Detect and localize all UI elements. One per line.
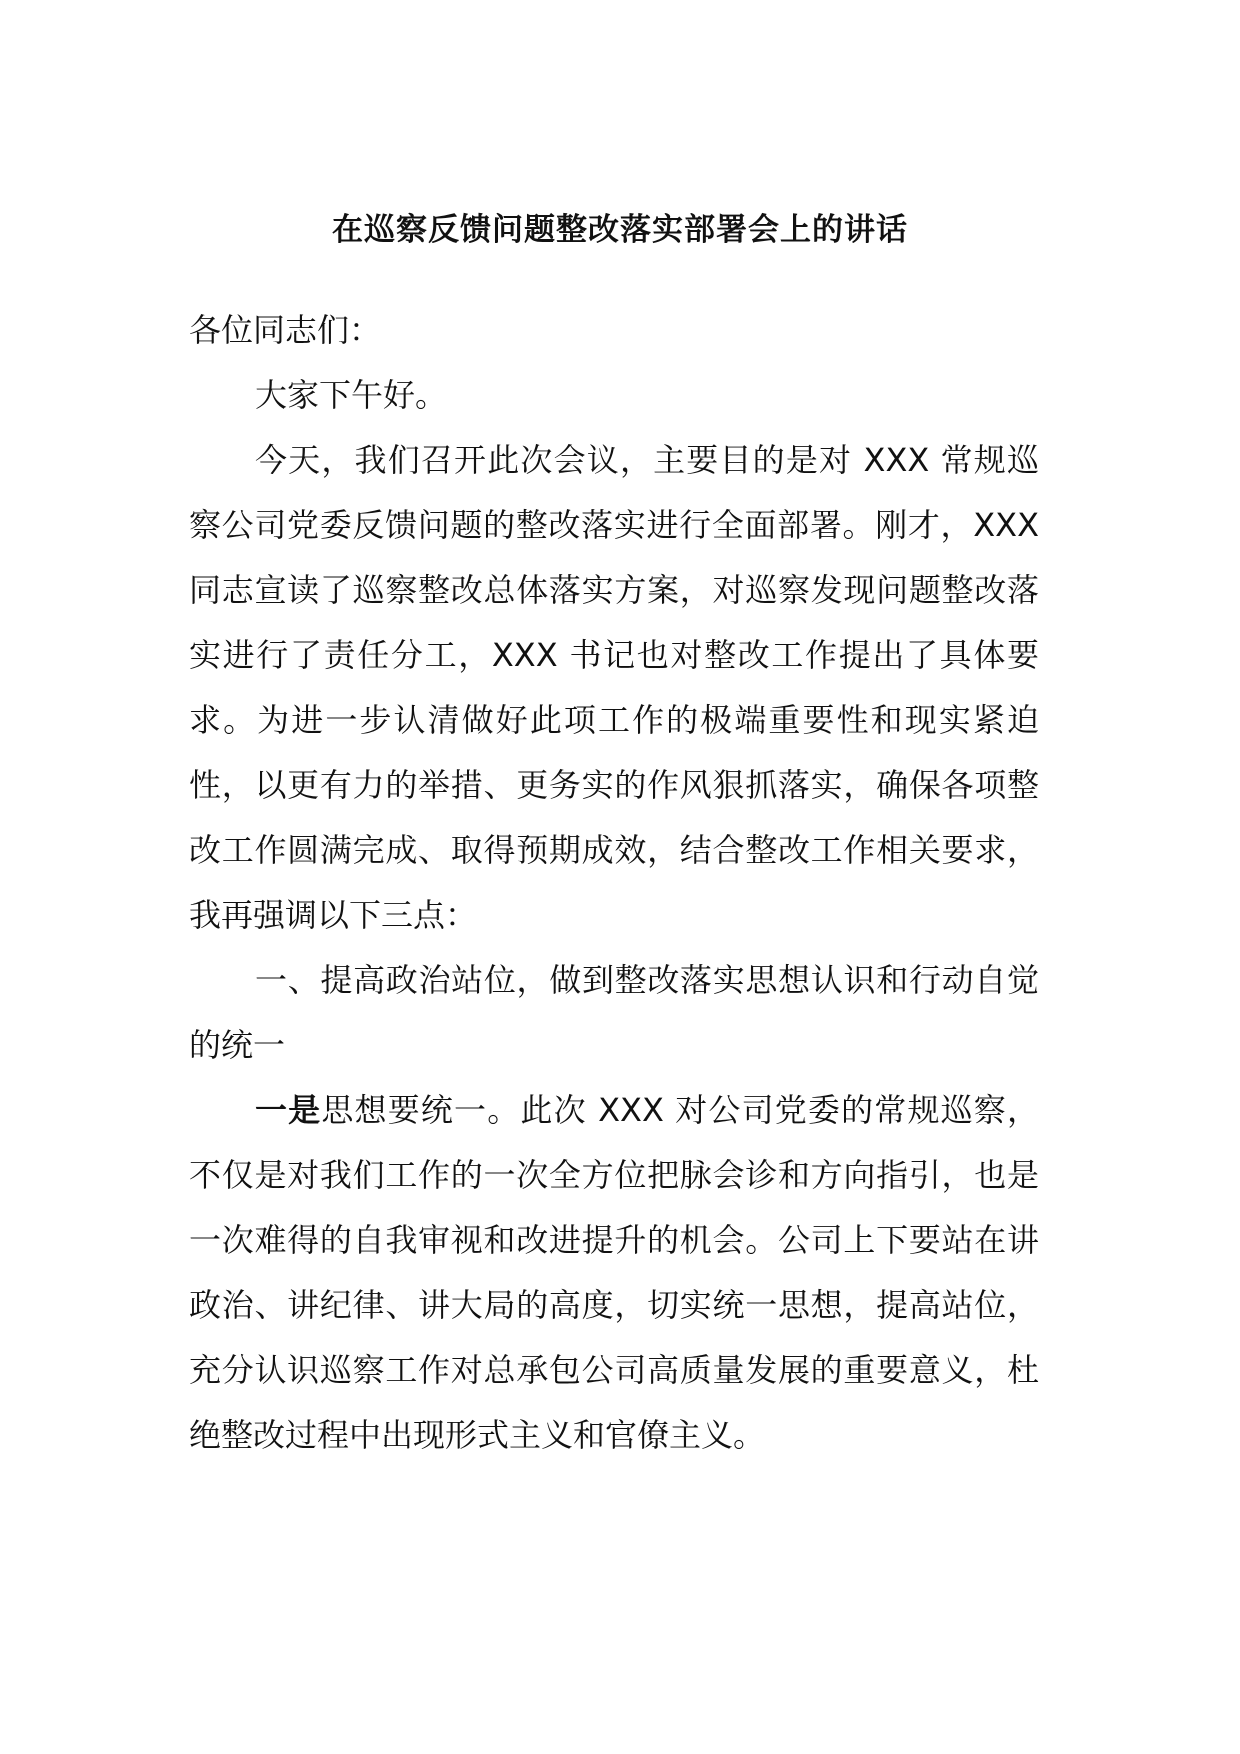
point-paragraph-1 (189, 1078, 1039, 1468)
section-heading-1: 一、提高政治站位，做到整改落实思想认识和行动自觉的统一 (189, 961, 1039, 1064)
point-text: 思想要统一。此次 XXX 对公司党委的常规巡察，不仅是对我们工作的一次全方位把脉会诊和方向指引，也是一次难得的自我审视和改进提升的机会。公司上下要站在讲政治、讲纪律、讲大局的高度，切实统一思想，提高站位，充分认识巡察工作对总承包公司高质量发展的重要意义，杜绝整改过程中出现形式主义和官僚主义。 (189, 1091, 1039, 1454)
document-body (189, 298, 1039, 1468)
document-title: 在巡察反馈问题整改落实部署会上的讲话 (332, 212, 908, 248)
paragraph-intro: 今天，我们召开此次会议，主要目的是对 XXX 常规巡察公司党委反馈问题的整改落实进行全面部署。刚才，XXX 同志宣读了巡察整改总体落实方案，对巡察发现问题整改落实进行了责任分工，XXX 书记也对整改工作提出了具体要求。为进一步认清做好此项工作的极端重要性和现实紧迫性，以更有力的举措、更务实的作风狠抓落实，确保各项整改工作圆满完成、取得预期成效，结合整改工作相关要求，我再强调以下三点： (189, 441, 1039, 934)
point-lead: 一是 (255, 1091, 322, 1129)
greeting: 大家下午好。 (255, 376, 448, 414)
salutation: 各位同志们： (189, 311, 382, 349)
